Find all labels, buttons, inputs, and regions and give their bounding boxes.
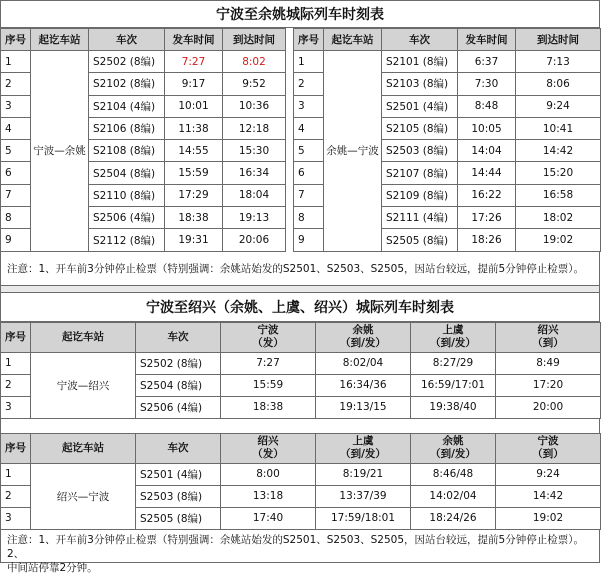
stop-time: 20:00 bbox=[496, 396, 601, 418]
train-number: S2501 (4编) bbox=[382, 95, 458, 117]
departure-time: 15:59 bbox=[165, 162, 223, 184]
table-row bbox=[1, 463, 601, 485]
header-text: 序号 bbox=[5, 330, 26, 343]
header-text: 起讫车站 bbox=[62, 441, 104, 454]
header-text: 车次 bbox=[167, 330, 189, 343]
column-gap bbox=[286, 162, 294, 184]
train-number: S2502 (8编) bbox=[89, 51, 165, 73]
table-header-row bbox=[1, 322, 601, 352]
table-row bbox=[1, 73, 601, 95]
arrival-time: 15:30 bbox=[223, 140, 286, 162]
row-number: 2 bbox=[1, 485, 31, 507]
column-gap bbox=[286, 140, 294, 162]
header-arrival: 到达时间 bbox=[516, 29, 601, 51]
stop-time: 9:24 bbox=[496, 463, 601, 485]
train-number: S2501 (4编) bbox=[136, 463, 221, 485]
table-row bbox=[1, 229, 601, 251]
header-no: 序号 bbox=[1, 29, 31, 51]
shaoxing-ningbo-inbound-timetable bbox=[0, 433, 601, 530]
departure-time: 7:30 bbox=[458, 73, 516, 95]
table1-note: 注意：1、开车前3分钟停止检票（特别强调：余姚站始发的S2501、S2503、S2505，因站台较远，提前5分钟停止检票）。 bbox=[0, 252, 600, 286]
train-number: S2503 (8编) bbox=[136, 485, 221, 507]
header-text: （到/发） bbox=[430, 448, 476, 461]
row-number: 7 bbox=[294, 184, 324, 206]
arrival-time: 8:02 bbox=[223, 51, 286, 73]
row-number: 6 bbox=[294, 162, 324, 184]
column-gap bbox=[286, 117, 294, 139]
stop-time: 16:59/17:01 bbox=[411, 374, 496, 396]
departure-time: 14:04 bbox=[458, 140, 516, 162]
header-cell bbox=[1, 322, 31, 352]
table2-note-line2: 中间站停靠2分钟。 bbox=[7, 561, 98, 574]
stop-time: 7:27 bbox=[221, 352, 316, 374]
header-text: （发） bbox=[252, 337, 284, 350]
stop-time: 8:02/04 bbox=[316, 352, 411, 374]
ningbo-yuyao-timetable bbox=[0, 28, 601, 252]
header-text: 绍兴 bbox=[537, 324, 559, 337]
train-number: S2112 (8编) bbox=[89, 229, 165, 251]
stop-time: 8:46/48 bbox=[411, 463, 496, 485]
row-number: 3 bbox=[1, 396, 31, 418]
header-cell bbox=[221, 322, 316, 352]
table-row bbox=[1, 51, 601, 73]
arrival-time: 10:36 bbox=[223, 95, 286, 117]
stop-time: 13:37/39 bbox=[316, 485, 411, 507]
row-number: 9 bbox=[294, 229, 324, 251]
train-number: S2101 (8编) bbox=[382, 51, 458, 73]
table-row bbox=[1, 95, 601, 117]
header-text: （到/发） bbox=[340, 337, 386, 350]
stop-time: 18:38 bbox=[221, 396, 316, 418]
table2-note bbox=[0, 530, 600, 574]
column-gap bbox=[286, 51, 294, 73]
departure-time: 18:26 bbox=[458, 229, 516, 251]
stop-time: 17:59/18:01 bbox=[316, 507, 411, 529]
header-text: 上虞 bbox=[352, 435, 374, 448]
table2-title: 宁波至绍兴（余姚、上虞、绍兴）城际列车时刻表 bbox=[0, 292, 600, 322]
arrival-time: 14:42 bbox=[516, 140, 601, 162]
departure-time: 19:31 bbox=[165, 229, 223, 251]
header-cell bbox=[316, 433, 411, 463]
table-row bbox=[1, 140, 601, 162]
stop-time: 13:18 bbox=[221, 485, 316, 507]
header-train: 车次 bbox=[382, 29, 458, 51]
header-cell bbox=[496, 322, 601, 352]
column-gap bbox=[286, 184, 294, 206]
header-cell bbox=[221, 433, 316, 463]
header-text: 上虞 bbox=[442, 324, 464, 337]
header-station: 起讫车站 bbox=[324, 29, 382, 51]
header-cell bbox=[31, 322, 136, 352]
row-number: 5 bbox=[1, 140, 31, 162]
row-number: 4 bbox=[294, 117, 324, 139]
train-number: S2505 (8编) bbox=[382, 229, 458, 251]
header-cell bbox=[136, 433, 221, 463]
stop-time: 14:42 bbox=[496, 485, 601, 507]
table-header-row bbox=[1, 433, 601, 463]
departure-time: 17:26 bbox=[458, 207, 516, 229]
station-range: 绍兴—宁波 bbox=[31, 463, 136, 529]
train-number: S2502 (8编) bbox=[136, 352, 221, 374]
stop-time: 17:40 bbox=[221, 507, 316, 529]
column-gap bbox=[286, 95, 294, 117]
header-text: （到/发） bbox=[430, 337, 476, 350]
ningbo-shaoxing-outbound-timetable bbox=[0, 322, 601, 419]
arrival-time: 9:24 bbox=[516, 95, 601, 117]
header-no: 序号 bbox=[294, 29, 324, 51]
header-departure: 发车时间 bbox=[165, 29, 223, 51]
row-number: 8 bbox=[1, 207, 31, 229]
arrival-time: 10:41 bbox=[516, 117, 601, 139]
table1-title: 宁波至余姚城际列车时刻表 bbox=[0, 0, 600, 28]
departure-time: 11:38 bbox=[165, 117, 223, 139]
header-station: 起讫车站 bbox=[31, 29, 89, 51]
stop-time: 8:19/21 bbox=[316, 463, 411, 485]
stop-time: 8:49 bbox=[496, 352, 601, 374]
train-number: S2105 (8编) bbox=[382, 117, 458, 139]
departure-time: 6:37 bbox=[458, 51, 516, 73]
header-departure: 发车时间 bbox=[458, 29, 516, 51]
arrival-time: 18:02 bbox=[516, 207, 601, 229]
table-row bbox=[1, 162, 601, 184]
row-number: 3 bbox=[1, 507, 31, 529]
arrival-time: 9:52 bbox=[223, 73, 286, 95]
row-number: 4 bbox=[1, 117, 31, 139]
header-cell bbox=[31, 433, 136, 463]
table2-gap bbox=[0, 419, 600, 433]
stop-time: 18:24/26 bbox=[411, 507, 496, 529]
header-text: （到/发） bbox=[340, 448, 386, 461]
arrival-time: 19:13 bbox=[223, 207, 286, 229]
header-text: （到） bbox=[532, 337, 564, 350]
stop-time: 16:34/36 bbox=[316, 374, 411, 396]
station-range: 余姚—宁波 bbox=[324, 51, 382, 252]
header-text: 余姚 bbox=[442, 435, 464, 448]
departure-time: 14:55 bbox=[165, 140, 223, 162]
header-cell bbox=[316, 322, 411, 352]
arrival-time: 12:18 bbox=[223, 117, 286, 139]
header-text: 宁波 bbox=[257, 324, 279, 337]
stop-time: 14:02/04 bbox=[411, 485, 496, 507]
train-number: S2102 (8编) bbox=[89, 73, 165, 95]
arrival-time: 16:58 bbox=[516, 184, 601, 206]
row-number: 1 bbox=[1, 463, 31, 485]
departure-time: 10:01 bbox=[165, 95, 223, 117]
header-text: 余姚 bbox=[352, 324, 374, 337]
departure-time: 9:17 bbox=[165, 73, 223, 95]
train-number: S2504 (8编) bbox=[136, 374, 221, 396]
arrival-time: 18:04 bbox=[223, 184, 286, 206]
departure-time: 16:22 bbox=[458, 184, 516, 206]
departure-time: 7:27 bbox=[165, 51, 223, 73]
table-row bbox=[1, 207, 601, 229]
arrival-time: 20:06 bbox=[223, 229, 286, 251]
departure-time: 10:05 bbox=[458, 117, 516, 139]
row-number: 5 bbox=[294, 140, 324, 162]
column-gap bbox=[286, 229, 294, 251]
stop-time: 19:38/40 bbox=[411, 396, 496, 418]
row-number: 3 bbox=[294, 95, 324, 117]
train-number: S2103 (8编) bbox=[382, 73, 458, 95]
train-number: S2504 (8编) bbox=[89, 162, 165, 184]
stop-time: 8:27/29 bbox=[411, 352, 496, 374]
departure-time: 17:29 bbox=[165, 184, 223, 206]
header-train: 车次 bbox=[89, 29, 165, 51]
header-text: 车次 bbox=[167, 441, 189, 454]
column-gap bbox=[286, 73, 294, 95]
header-text: （到） bbox=[532, 448, 564, 461]
row-number: 6 bbox=[1, 162, 31, 184]
header-cell bbox=[411, 433, 496, 463]
train-number: S2110 (8编) bbox=[89, 184, 165, 206]
header-text: 序号 bbox=[5, 441, 26, 454]
header-cell bbox=[411, 322, 496, 352]
header-cell bbox=[496, 433, 601, 463]
train-number: S2109 (8编) bbox=[382, 184, 458, 206]
train-number: S2505 (8编) bbox=[136, 507, 221, 529]
train-number: S2104 (4编) bbox=[89, 95, 165, 117]
column-gap bbox=[286, 29, 294, 51]
column-gap bbox=[286, 207, 294, 229]
header-text: 宁波 bbox=[537, 435, 559, 448]
stop-time: 19:13/15 bbox=[316, 396, 411, 418]
arrival-time: 15:20 bbox=[516, 162, 601, 184]
row-number: 1 bbox=[1, 51, 31, 73]
header-text: （发） bbox=[252, 448, 284, 461]
arrival-time: 7:13 bbox=[516, 51, 601, 73]
table-row bbox=[1, 117, 601, 139]
table-row bbox=[1, 352, 601, 374]
table-row bbox=[1, 184, 601, 206]
station-range: 宁波—余姚 bbox=[31, 51, 89, 252]
row-number: 2 bbox=[1, 73, 31, 95]
row-number: 2 bbox=[1, 374, 31, 396]
row-number: 1 bbox=[294, 51, 324, 73]
arrival-time: 16:34 bbox=[223, 162, 286, 184]
train-number: S2106 (8编) bbox=[89, 117, 165, 139]
header-cell bbox=[1, 433, 31, 463]
arrival-time: 8:06 bbox=[516, 73, 601, 95]
arrival-time: 19:02 bbox=[516, 229, 601, 251]
table2-note-line1: 注意：1、开车前3分钟停止检票（特别强调：余姚站始发的S2501、S2503、S2505，因站台较远，提前5分钟停止检票）。2、 bbox=[7, 533, 584, 560]
train-number: S2107 (8编) bbox=[382, 162, 458, 184]
departure-time: 18:38 bbox=[165, 207, 223, 229]
header-arrival: 到达时间 bbox=[223, 29, 286, 51]
stop-time: 19:02 bbox=[496, 507, 601, 529]
train-number: S2503 (8编) bbox=[382, 140, 458, 162]
stop-time: 15:59 bbox=[221, 374, 316, 396]
stop-time: 17:20 bbox=[496, 374, 601, 396]
header-text: 起讫车站 bbox=[62, 330, 104, 343]
row-number: 9 bbox=[1, 229, 31, 251]
stop-time: 8:00 bbox=[221, 463, 316, 485]
train-number: S2108 (8编) bbox=[89, 140, 165, 162]
header-cell bbox=[136, 322, 221, 352]
station-range: 宁波—绍兴 bbox=[31, 352, 136, 418]
row-number: 2 bbox=[294, 73, 324, 95]
train-number: S2506 (4编) bbox=[89, 207, 165, 229]
row-number: 1 bbox=[1, 352, 31, 374]
row-number: 7 bbox=[1, 184, 31, 206]
row-number: 8 bbox=[294, 207, 324, 229]
header-text: 绍兴 bbox=[257, 435, 279, 448]
train-number: S2111 (4编) bbox=[382, 207, 458, 229]
row-number: 3 bbox=[1, 95, 31, 117]
departure-time: 8:48 bbox=[458, 95, 516, 117]
table1-header-row bbox=[1, 29, 601, 51]
departure-time: 14:44 bbox=[458, 162, 516, 184]
train-number: S2506 (4编) bbox=[136, 396, 221, 418]
